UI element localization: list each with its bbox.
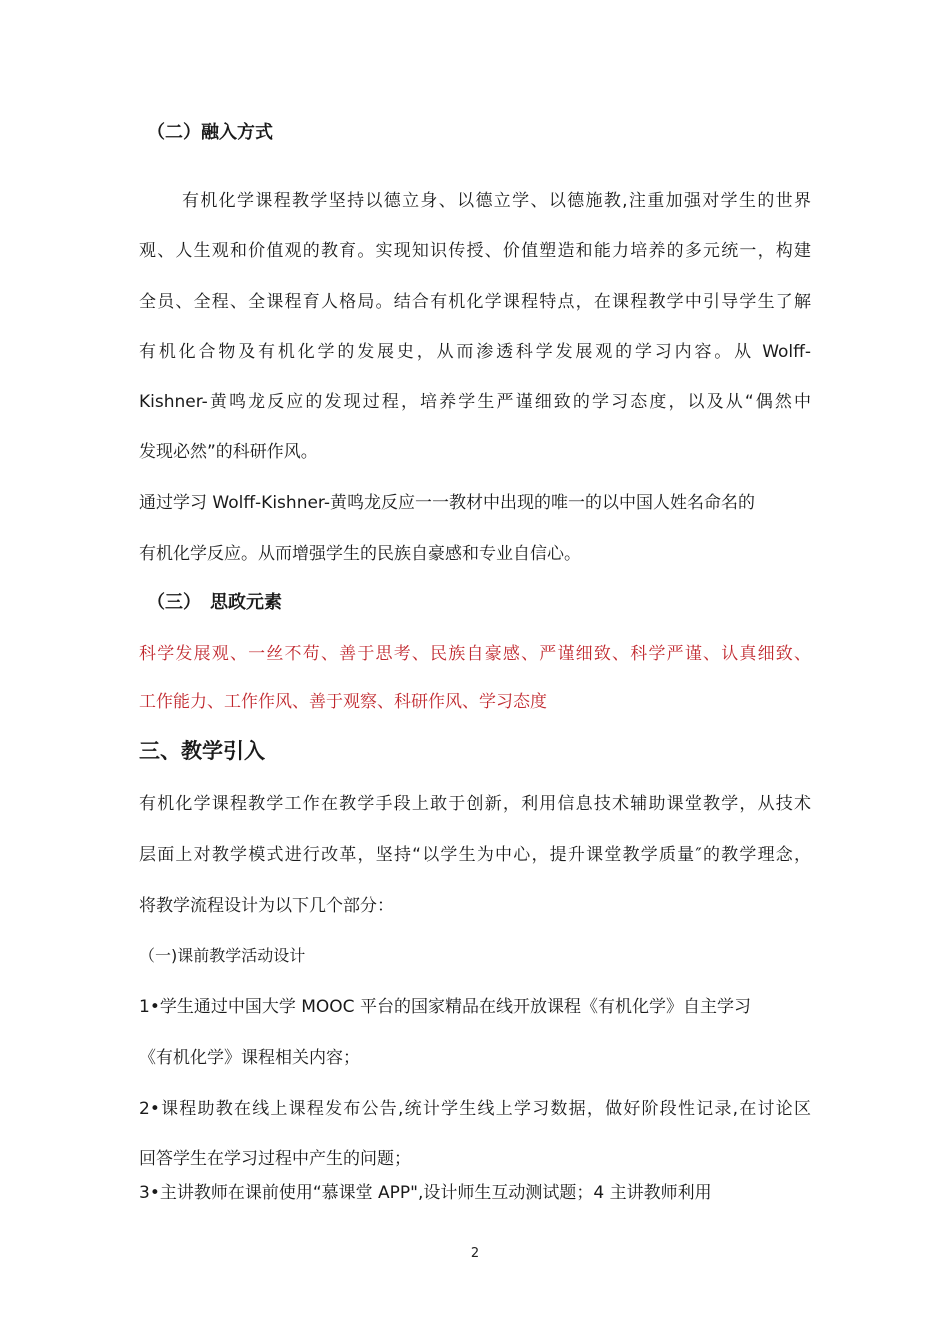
list-item-line: 回答学生在学习过程中产生的问题； [139, 1149, 411, 1169]
paragraph-line: 有机化学反应。从而增强学生的民族自豪感和专业自信心。 [139, 544, 581, 564]
list-item-line: 3•主讲教师在课前使用“慕课堂 APP",设计师生互动测试题；4 主讲教师利用 [139, 1183, 712, 1203]
list-item-line: 《有机化学》课程相关内容； [139, 1048, 360, 1068]
paragraph-line: 有机化合物及有机化学的发展史，从而渗透科学发展观的学习内容。从 Wolff- [139, 342, 811, 362]
list-item-line: 1•学生通过中国大学 MOOC 平台的国家精品在线开放课程《有机化学》自主学习 [139, 997, 751, 1017]
paragraph-line: 通过学习 Wolff-Kishner-黄鸣龙反应一一教材中出现的唯一的以中国人姓名命名的 [139, 493, 755, 513]
list-item-line: 2•课程助教在线上课程发布公告,统计学生线上学习数据，做好阶段性记录,在讨论区 [139, 1099, 811, 1119]
section-heading-integration: （二）融入方式 [147, 122, 273, 143]
paragraph-line: 层面上对教学模式进行改革，坚持“以学生为中心，提升课堂教学质量″的教学理念， [139, 845, 811, 865]
page-number: 2 [470, 1246, 480, 1261]
subheading-preclass: （一)课前教学活动设计 [139, 946, 306, 965]
paragraph-line: Kishner-黄鸣龙反应的发现过程，培养学生严谨细致的学习态度，以及从“偶然中 [139, 392, 811, 412]
elements-line: 科学发展观、一丝不苟、善于思考、民族自豪感、严谨细致、科学严谨、认真细致、 [139, 644, 811, 664]
paragraph-line: 全员、全程、全课程育人格局。结合有机化学课程特点，在课程教学中引导学生了解 [139, 292, 811, 312]
paragraph-line: 有机化学课程教学坚持以德立身、以德立学、以德施教,注重加强对学生的世界 [182, 191, 811, 211]
paragraph-line: 观、人生观和价值观的教育。实现知识传授、价值塑造和能力培养的多元统一，构建 [139, 241, 811, 261]
paragraph-line: 将教学流程设计为以下几个部分： [139, 896, 394, 916]
elements-line: 工作能力、工作作风、善于观察、科研作风、学习态度 [139, 692, 547, 712]
section-heading-intro: 三、教学引入 [139, 739, 265, 763]
section-heading-elements: （三） 思政元素 [147, 592, 282, 613]
paragraph-line: 发现必然”的科研作风。 [139, 442, 318, 462]
paragraph-line: 有机化学课程教学工作在教学手段上敢于创新，利用信息技术辅助课堂教学，从技术 [139, 794, 811, 814]
